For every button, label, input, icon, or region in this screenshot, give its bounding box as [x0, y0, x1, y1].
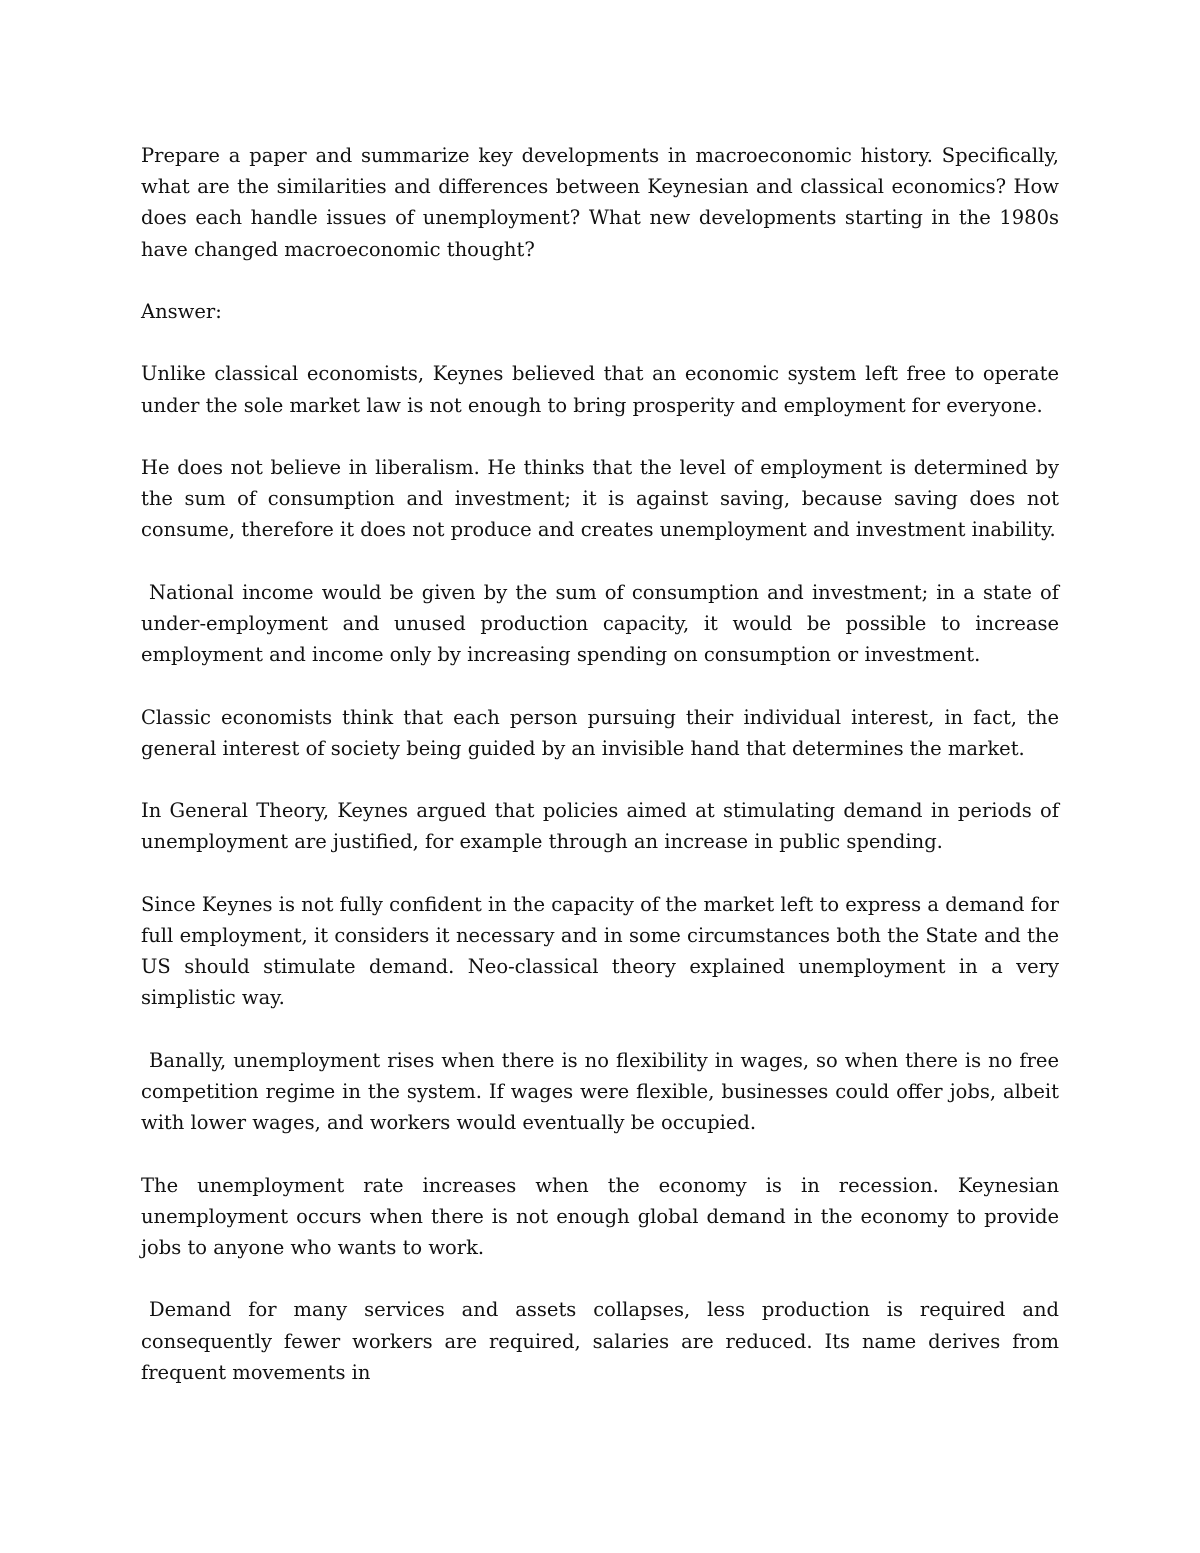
answer-paragraph-7: Banally, unemployment rises when there is no flexibility in wages, so when there is no free competition regime in the system. If wages were flexible, businesses could offer jobs, albeit with lower wages, and workers would eventually be occupied. — [141, 1048, 1059, 1135]
answer-paragraph-5: In General Theory, Keynes argued that policies aimed at stimulating demand in periods of unemployment are justified, for example through an increase in public spending. — [141, 799, 1059, 854]
answer-label: Answer: — [141, 300, 222, 323]
answer-paragraph-9: Demand for many services and assets collapses, less production is required and consequently fewer workers are required, salaries are reduced. Its name derives from frequent movements in — [141, 1298, 1059, 1384]
answer-paragraph-6: Since Keynes is not fully confident in the capacity of the market left to express a demand for full employment, it considers it necessary and in some circumstances both the State and the US should stimulate demand. Neo-classical theory explained unemployment in a very simplistic way. — [141, 892, 1059, 1010]
answer-paragraph-1: Unlike classical economists, Keynes believed that an economic system left free to operate under the sole market law is not enough to bring prosperity and employment for everyone. — [141, 362, 1059, 417]
document-body — [141, 140, 1059, 1388]
answer-paragraph-2: He does not believe in liberalism. He thinks that the level of employment is determined by the sum of consumption and investment; it is against saving, because saving does not consume, therefore it does not produce and creates unemployment and investment inability. — [141, 455, 1059, 542]
answer-paragraph-8: The unemployment rate increases when the economy is in recession. Keynesian unemployment occurs when there is not enough global demand in the economy to provide jobs to anyone who wants to work. — [141, 1173, 1059, 1259]
answer-paragraph-3: National income would be given by the sum of consumption and investment; in a state of under-employment and unused production capacity, it would be possible to increase employment and income only by increasing spending on consumption or investment. — [141, 580, 1059, 667]
answer-paragraph-4: Classic economists think that each person pursuing their individual interest, in fact, the general interest of society being guided by an invisible hand that determines the market. — [141, 705, 1059, 760]
question-paragraph: Prepare a paper and summarize key developments in macroeconomic history. Specifically, what are the similarities and differences between Keynesian and classical economics? How does each handle issues of unemployment? What new developments starting in the 1980s have changed macroeconomic thought? — [141, 144, 1059, 261]
